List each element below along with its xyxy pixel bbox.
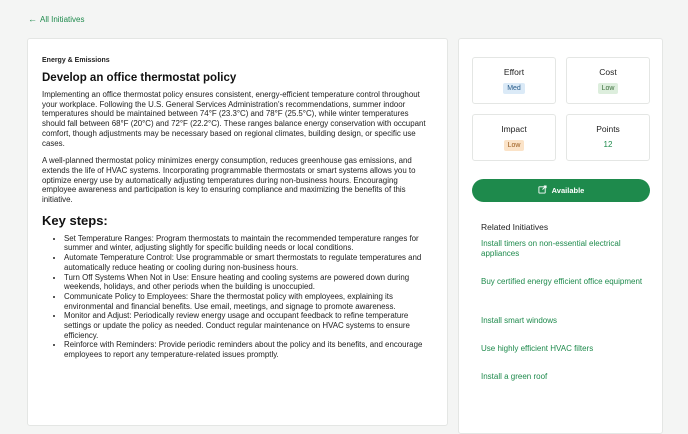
key-step-item: • Automate Temperature Control: Use programmable or smart thermostats to regulate temperatures and automatically reduce heating or cooling during non-business hours. <box>64 253 433 272</box>
effort-metric <box>472 57 556 104</box>
key-step-item: • Communicate Policy to Employees: Share the thermostat policy with employees, explaining its environmental and financial benefits. Use email, meetings, and signage to promote awareness. <box>64 292 433 311</box>
key-step-item: • Set Temperature Ranges: Program thermostats to maintain the recommended temperature ranges for summer and winter, adjusting slightly for specific building needs or local conditions. <box>64 234 433 253</box>
cost-badge: Low <box>598 83 619 94</box>
points-metric <box>566 114 650 161</box>
related-initiative-link[interactable]: Install timers on non-essential electrical appliances <box>481 239 621 258</box>
key-steps-heading: Key steps: <box>42 212 108 228</box>
external-link-icon <box>538 185 547 196</box>
cost-label: Cost <box>599 67 617 77</box>
key-step-item: • Monitor and Adjust: Periodically review energy usage and occupant feedback to refine temperature settings or update the policy as needed. Conduct regular maintenance on HVAC systems to ensure efficiency. <box>64 311 433 340</box>
description-paragraph: Implementing an office thermostat policy ensures consistent, energy-efficient temperature control throughout your workplace. Following the U.S. General Services Administration's recommendations, summer indoor temperatures should be maintained between 74°F (23.3°C) and 78°F (25.5°C), while winter temperatures should fall between 68°F (20°C) and 72°F (22.2°C). These ranges balance energy conservation with occupant comfort, though adjustments may be necessary based on regional climates, building design, or specific use cases. <box>42 90 426 148</box>
back-to-all-initiatives-link[interactable] <box>28 14 84 24</box>
arrow-left-icon: ← <box>28 14 37 24</box>
initiative-detail-card <box>27 38 448 426</box>
description-paragraph: A well-planned thermostat policy minimizes energy consumption, reduces greenhouse gas emissions, and extends the life of HVAC systems. Incorporating programmable thermostats or smart systems allows you to optimize energy use by automatically adjusting temperatures during non-business hours. Encouraging employee awareness and participation is key to ensuring compliance and maximizing the benefits of this initiative. <box>42 156 416 205</box>
impact-label: Impact <box>501 124 527 134</box>
cost-metric <box>566 57 650 104</box>
points-value: 12 <box>603 140 613 149</box>
points-label: Points <box>596 124 620 134</box>
key-step-item: • Turn Off Systems When Not in Use: Ensure heating and cooling systems are powered down during weekends, holidays, and other periods when the building is unoccupied. <box>64 273 433 292</box>
key-steps-list <box>42 234 433 360</box>
impact-metric <box>472 114 556 161</box>
effort-label: Effort <box>503 67 525 77</box>
initiative-category: Energy & Emissions <box>42 57 110 64</box>
back-link-label: All Initiatives <box>40 14 85 24</box>
related-initiative-link[interactable]: Use highly efficient HVAC filters <box>481 344 594 353</box>
related-initiatives-title: Related Initiatives <box>481 222 549 232</box>
available-button-label: Available <box>551 186 585 195</box>
effort-badge: Med <box>503 83 525 94</box>
related-initiative-link[interactable]: Install smart windows <box>481 316 558 325</box>
initiative-sidebar <box>458 38 663 434</box>
impact-badge: Low <box>504 140 525 151</box>
initiative-title: Develop an office thermostat policy <box>42 72 237 84</box>
related-initiative-link[interactable]: Buy certified energy efficient office equipment <box>481 277 643 286</box>
key-step-item: • Reinforce with Reminders: Provide periodic reminders about the policy and its benefits, and encourage employees to report any temperature-related issues promptly. <box>64 340 433 359</box>
related-initiative-link[interactable]: Install a green roof <box>481 372 548 381</box>
available-button[interactable] <box>472 179 650 202</box>
